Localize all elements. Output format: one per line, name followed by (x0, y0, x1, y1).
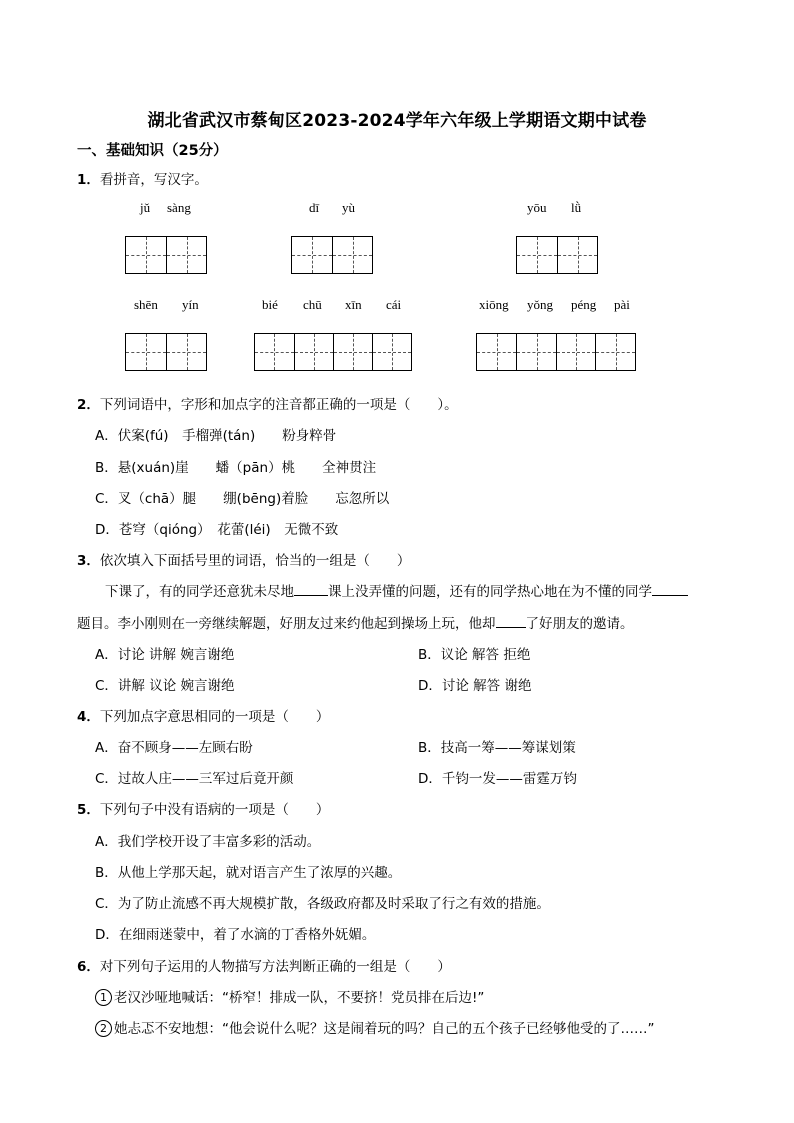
option-d: D．千钧一发——雷霆万钧 (418, 771, 577, 787)
writing-grid[interactable] (516, 236, 598, 274)
option-c: C．叉（chā）腿 绷(bēng)着脸 忘忽所以 (95, 491, 390, 507)
passage-line-2 (77, 612, 634, 632)
circled-number-marker: 2 (95, 1020, 112, 1037)
pinyin: sàng (167, 200, 191, 215)
question-2 (77, 393, 458, 413)
question-4 (77, 705, 329, 725)
pinyin: péng (571, 297, 597, 312)
passage-text: 题目。李小刚则在一旁继续解题，好朋友过来约他起到操场上玩，他却 (77, 616, 496, 632)
sentence-item-1 (95, 986, 484, 1006)
fill-blank[interactable] (294, 582, 328, 597)
question-6 (77, 955, 451, 975)
question-text: 下列句子中没有语病的一项是（ ） (99, 802, 330, 818)
sentence-text: 老汉沙哑地喊话：“桥窄！排成一队，不要挤！党员排在后边!” (114, 990, 485, 1006)
option-b: B．议论 解答 拒绝 (418, 647, 531, 663)
fill-blank[interactable] (652, 582, 688, 597)
sentence-item-2 (95, 1017, 655, 1037)
writing-grid[interactable] (125, 236, 207, 274)
passage-text: 了好朋友的邀请。 (525, 616, 634, 632)
question-text: 对下列句子运用的人物描写方法判断正确的一组是（ ） (99, 959, 451, 975)
pinyin: yōu (527, 200, 547, 215)
question-1 (77, 168, 208, 188)
option-c: C．为了防止流感不再大规模扩散，各级政府都及时采取了行之有效的措施。 (95, 896, 550, 912)
option-a: A．讨论 讲解 婉言谢绝 (95, 647, 235, 663)
question-text: 看拼音，写汉字。 (99, 172, 208, 188)
question-number: 3． (77, 553, 100, 569)
exam-title: 湖北省武汉市蔡甸区2023-2024学年六年级上学期语文期中试卷 (147, 111, 647, 131)
pinyin: jǔ (140, 200, 151, 215)
pinyin: yù (342, 200, 355, 215)
question-text: 下列加点字意思相同的一项是（ ） (99, 709, 330, 725)
option-a: A．我们学校开设了丰富多彩的活动。 (95, 834, 321, 850)
option-d: D．在细雨迷蒙中，着了水滴的丁香格外妩媚。 (95, 927, 376, 943)
option-b: B．悬(xuán)崖 蟠（pān）桃 全神贯注 (95, 460, 377, 476)
pinyin: pài (614, 297, 630, 312)
passage-text: 下课了，有的同学还意犹未尽地 (105, 584, 294, 600)
writing-grid[interactable] (125, 333, 207, 371)
question-number: 5． (77, 802, 100, 818)
question-3 (77, 549, 410, 569)
sentence-text: 她忐忑不安地想：“他会说什么呢？这是闹着玩的吗？自己的五个孩子已经够他受的了……” (114, 1021, 655, 1037)
option-a: A．伏案(fú) 手榴弹(tán) 粉身粹骨 (95, 428, 337, 444)
fill-blank[interactable] (496, 614, 526, 629)
pinyin: bié (262, 297, 278, 312)
option-d: D．苍穹（qióng） 花蕾(léi) 无微不致 (95, 522, 339, 538)
option-c: C．过故人庄——三军过后竟开颜 (95, 771, 294, 787)
passage-text: 课上没弄懂的问题，还有的同学热心地在为不懂的同学 (328, 584, 652, 600)
pinyin: dī (309, 200, 320, 215)
option-d: D．讨论 解答 谢绝 (418, 678, 532, 694)
option-b: B．从他上学那天起，就对语言产生了浓厚的兴趣。 (95, 865, 402, 881)
pinyin: yǒng (527, 297, 553, 312)
writing-grid[interactable] (291, 236, 373, 274)
question-text: 下列词语中，字形和加点字的注音都正确的一项是（ ）。 (99, 397, 458, 413)
option-a: A．奋不顾身——左顾右盼 (95, 740, 253, 756)
question-number: 6． (77, 959, 100, 975)
option-c: C．讲解 议论 婉言谢绝 (95, 678, 235, 694)
pinyin: shēn (134, 297, 158, 312)
option-b: B．技高一筹——筹谋划策 (418, 740, 576, 756)
question-number: 1． (77, 172, 100, 188)
pinyin: cái (386, 297, 402, 312)
writing-grid[interactable] (254, 333, 412, 371)
question-text: 依次填入下面括号里的词语，恰当的一组是（ ） (99, 553, 411, 569)
writing-grid[interactable] (476, 333, 636, 371)
pinyin: xiōng (479, 297, 509, 312)
question-5 (77, 798, 329, 818)
passage-line-1 (105, 580, 688, 600)
pinyin: lǜ (571, 200, 582, 215)
pinyin: chū (303, 297, 322, 312)
pinyin: yín (182, 297, 199, 312)
question-number: 4． (77, 709, 100, 725)
pinyin: xīn (345, 297, 362, 312)
circled-number-marker: 1 (95, 989, 112, 1006)
question-number: 2． (77, 397, 100, 413)
section-heading-basics: 一、基础知识（25分） (77, 143, 228, 159)
